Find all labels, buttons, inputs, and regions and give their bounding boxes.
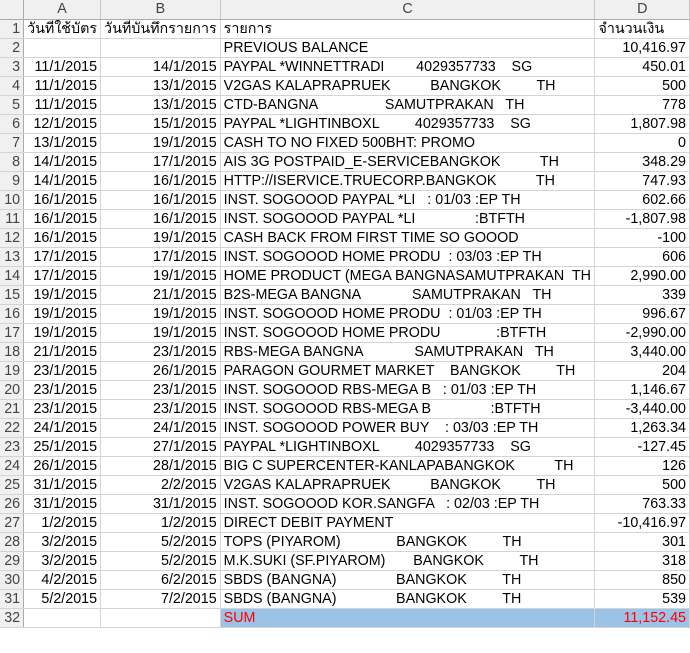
row-header[interactable]: 19 [0,361,24,380]
cell-card-date[interactable]: 25/1/2015 [24,437,101,456]
row-header[interactable]: 27 [0,513,24,532]
row-header[interactable]: 9 [0,171,24,190]
cell-post-date[interactable]: 5/2/2015 [101,551,221,570]
row-header[interactable]: 20 [0,380,24,399]
sum-row [0,608,690,627]
row-header[interactable]: 24 [0,456,24,475]
cell-card-date[interactable] [24,608,101,627]
cell-description[interactable]: DIRECT DEBIT PAYMENT [220,513,595,532]
table-row [0,95,690,114]
cell-amount[interactable]: 778 [595,95,690,114]
cell-amount[interactable]: -10,416.97 [595,513,690,532]
cell-post-date[interactable]: 26/1/2015 [101,361,221,380]
cell-card-date[interactable]: 1/2/2015 [24,513,101,532]
cell-description[interactable]: V2GAS KALAPRAPRUEK BANGKOK TH [220,76,595,95]
cell-amount[interactable]: 3,440.00 [595,342,690,361]
cell-card-date[interactable]: 16/1/2015 [24,228,101,247]
row-header[interactable]: 31 [0,589,24,608]
cell-amount[interactable]: 606 [595,247,690,266]
cell-description[interactable]: PARAGON GOURMET MARKET BANGKOK TH [220,361,595,380]
cell-description[interactable]: TOPS (PIYAROM) BANGKOK TH [220,532,595,551]
table-row [0,171,690,190]
cell-post-date[interactable]: 31/1/2015 [101,494,221,513]
cell-post-date[interactable]: 16/1/2015 [101,171,221,190]
row-header[interactable]: 21 [0,399,24,418]
row-header[interactable]: 18 [0,342,24,361]
cell-post-date[interactable]: 14/1/2015 [101,57,221,76]
cell-amount[interactable]: -1,807.98 [595,209,690,228]
cell-amount[interactable]: 1,146.67 [595,380,690,399]
column-header-c[interactable]: C [220,0,595,19]
cell-description[interactable]: INST. SOGOOOD POWER BUY : 03/03 :EP TH [220,418,595,437]
cell-card-date[interactable]: 12/1/2015 [24,114,101,133]
cell-description[interactable]: INST. SOGOOOD HOME PRODU : 03/03 :EP TH [220,247,595,266]
cell-card-date[interactable]: 3/2/2015 [24,551,101,570]
row-header[interactable]: 13 [0,247,24,266]
cell-amount[interactable]: 996.67 [595,304,690,323]
cell-card-date[interactable]: 19/1/2015 [24,304,101,323]
cell-card-date[interactable]: 19/1/2015 [24,323,101,342]
cell-card-date[interactable]: 19/1/2015 [24,285,101,304]
cell-amount[interactable]: -2,990.00 [595,323,690,342]
cell-post-date[interactable]: 16/1/2015 [101,209,221,228]
cell-b1-post-date-header[interactable]: วันที่บันทึกรายการ [101,19,221,38]
cell-description[interactable]: HOME PRODUCT (MEGA BANGNASAMUTPRAKAN TH [220,266,595,285]
cell-amount[interactable]: 348.29 [595,152,690,171]
row-header[interactable]: 23 [0,437,24,456]
row-header[interactable]: 29 [0,551,24,570]
table-row [0,209,690,228]
cell-amount[interactable]: -127.45 [595,437,690,456]
row-header[interactable]: 14 [0,266,24,285]
row-header[interactable]: 32 [0,608,24,627]
cell-amount[interactable]: 301 [595,532,690,551]
cell-description[interactable]: SBDS (BANGNA) BANGKOK TH [220,589,595,608]
table-row [0,494,690,513]
row-header[interactable]: 4 [0,76,24,95]
cell-description[interactable]: HTTP://ISERVICE.TRUECORP.BANGKOK TH [220,171,595,190]
cell-post-date[interactable]: 19/1/2015 [101,304,221,323]
cell-card-date[interactable]: 16/1/2015 [24,190,101,209]
row-header[interactable]: 8 [0,152,24,171]
row-header[interactable]: 25 [0,475,24,494]
table-row [0,437,690,456]
table-row [0,570,690,589]
cell-card-date[interactable]: 14/1/2015 [24,152,101,171]
cell-description[interactable]: BIG C SUPERCENTER-KANLAPABANGKOK TH [220,456,595,475]
table-row [0,399,690,418]
table-row [0,342,690,361]
cell-post-date[interactable]: 19/1/2015 [101,228,221,247]
cell-post-date[interactable]: 7/2/2015 [101,589,221,608]
cell-card-date[interactable]: 14/1/2015 [24,171,101,190]
cell-amount[interactable]: 10,416.97 [595,38,690,57]
cell-description[interactable]: V2GAS KALAPRAPRUEK BANGKOK TH [220,475,595,494]
row-header[interactable]: 22 [0,418,24,437]
cell-description[interactable]: PREVIOUS BALANCE [220,38,595,57]
cell-description[interactable]: RBS-MEGA BANGNA SAMUTPRAKAN TH [220,342,595,361]
cell-post-date[interactable]: 13/1/2015 [101,95,221,114]
cell-post-date[interactable]: 23/1/2015 [101,380,221,399]
cell-card-date[interactable]: 23/1/2015 [24,399,101,418]
cell-amount[interactable]: 500 [595,76,690,95]
cell-description[interactable]: PAYPAL *LIGHTINBOXL 4029357733 SG [220,437,595,456]
cell-amount[interactable]: 126 [595,456,690,475]
cell-amount[interactable]: 500 [595,475,690,494]
row-header[interactable]: 3 [0,57,24,76]
row-header[interactable]: 15 [0,285,24,304]
cell-amount[interactable]: 1,807.98 [595,114,690,133]
table-row [0,76,690,95]
cell-description[interactable]: PAYPAL *WINNETTRADI 4029357733 SG [220,57,595,76]
cell-post-date[interactable] [101,608,221,627]
cell-description[interactable]: PAYPAL *LIGHTINBOXL 4029357733 SG [220,114,595,133]
cell-description[interactable]: M.K.SUKI (SF.PIYAROM) BANGKOK TH [220,551,595,570]
cell-description[interactable]: INST. SOGOOOD RBS-MEGA B :BTFTH [220,399,595,418]
cell-card-date[interactable]: 5/2/2015 [24,589,101,608]
cell-description[interactable]: INST. SOGOOOD HOME PRODU :BTFTH [220,323,595,342]
cell-card-date[interactable]: 23/1/2015 [24,361,101,380]
table-row [0,57,690,76]
table-row [0,304,690,323]
cell-amount[interactable]: 1,263.34 [595,418,690,437]
cell-post-date[interactable]: 28/1/2015 [101,456,221,475]
cell-card-date[interactable]: 17/1/2015 [24,266,101,285]
cell-post-date[interactable]: 21/1/2015 [101,285,221,304]
row-header[interactable]: 30 [0,570,24,589]
table-row [0,133,690,152]
table-row [0,513,690,532]
cell-post-date[interactable]: 6/2/2015 [101,570,221,589]
row-header[interactable]: 6 [0,114,24,133]
cell-post-date[interactable]: 19/1/2015 [101,266,221,285]
cell-description[interactable]: B2S-MEGA BANGNA SAMUTPRAKAN TH [220,285,595,304]
cell-description[interactable]: INST. SOGOOOD PAYPAL *LI :BTFTH [220,209,595,228]
cell-description[interactable]: INST. SOGOOOD PAYPAL *LI : 01/03 :EP TH [220,190,595,209]
column-header-b[interactable]: B [101,0,221,19]
cell-card-date[interactable]: 11/1/2015 [24,57,101,76]
cell-amount[interactable]: 450.01 [595,57,690,76]
cell-post-date[interactable] [101,38,221,57]
table-row [0,228,690,247]
cell-post-date[interactable]: 2/2/2015 [101,475,221,494]
cell-post-date[interactable]: 1/2/2015 [101,513,221,532]
cell-post-date[interactable]: 27/1/2015 [101,437,221,456]
table-row [0,19,690,38]
cell-card-date[interactable]: 11/1/2015 [24,76,101,95]
cell-card-date[interactable]: 31/1/2015 [24,494,101,513]
cell-post-date[interactable]: 23/1/2015 [101,399,221,418]
cell-post-date[interactable]: 17/1/2015 [101,152,221,171]
cell-post-date[interactable]: 17/1/2015 [101,247,221,266]
cell-post-date[interactable]: 24/1/2015 [101,418,221,437]
cell-post-date[interactable]: 5/2/2015 [101,532,221,551]
cell-description[interactable]: INST. SOGOOOD KOR.SANGFA : 02/03 :EP TH [220,494,595,513]
table-row [0,532,690,551]
row-header[interactable]: 26 [0,494,24,513]
cell-amount[interactable]: 747.93 [595,171,690,190]
cell-post-date[interactable]: 19/1/2015 [101,133,221,152]
cell-card-date[interactable]: 17/1/2015 [24,247,101,266]
cell-card-date[interactable]: 13/1/2015 [24,133,101,152]
cell-amount[interactable]: 763.33 [595,494,690,513]
row-header[interactable]: 10 [0,190,24,209]
row-header[interactable]: 16 [0,304,24,323]
table-row [0,551,690,570]
table-row [0,247,690,266]
row-header[interactable]: 7 [0,133,24,152]
table-row [0,114,690,133]
cell-description[interactable]: CTD-BANGNA SAMUTPRAKAN TH [220,95,595,114]
row-header[interactable]: 12 [0,228,24,247]
cell-card-date[interactable]: 16/1/2015 [24,209,101,228]
cell-amount[interactable]: 11,152.45 [595,608,690,627]
column-header-row [0,0,690,19]
table-row [0,285,690,304]
cell-card-date[interactable]: 31/1/2015 [24,475,101,494]
cell-description[interactable]: SUM [220,608,595,627]
cell-post-date[interactable]: 23/1/2015 [101,342,221,361]
cell-post-date[interactable]: 13/1/2015 [101,76,221,95]
cell-amount[interactable]: 2,990.00 [595,266,690,285]
cell-amount[interactable]: -100 [595,228,690,247]
cell-amount[interactable]: 318 [595,551,690,570]
cell-amount[interactable]: 850 [595,570,690,589]
row-header[interactable]: 5 [0,95,24,114]
table-row [0,38,690,57]
cell-post-date[interactable]: 15/1/2015 [101,114,221,133]
cell-description[interactable]: CASH TO NO FIXED 500BHT: PROMO [220,133,595,152]
row-header[interactable]: 28 [0,532,24,551]
cell-card-date[interactable]: 24/1/2015 [24,418,101,437]
cell-card-date[interactable]: 3/2/2015 [24,532,101,551]
table-row [0,589,690,608]
cell-a1-card-date-header[interactable]: วันที่ใช้บัตร [24,19,101,38]
cell-amount[interactable]: -3,440.00 [595,399,690,418]
cell-amount[interactable]: 204 [595,361,690,380]
cell-description[interactable]: SBDS (BANGNA) BANGKOK TH [220,570,595,589]
cell-amount[interactable]: 539 [595,589,690,608]
cell-post-date[interactable]: 16/1/2015 [101,190,221,209]
cell-card-date[interactable]: 11/1/2015 [24,95,101,114]
cell-card-date[interactable]: 21/1/2015 [24,342,101,361]
table-row [0,266,690,285]
cell-amount[interactable]: 0 [595,133,690,152]
cell-description[interactable]: INST. SOGOOOD RBS-MEGA B : 01/03 :EP TH [220,380,595,399]
column-header-a[interactable]: A [24,0,101,19]
cell-card-date[interactable] [24,38,101,57]
cell-post-date[interactable]: 19/1/2015 [101,323,221,342]
cell-description[interactable]: AIS 3G POSTPAID_E-SERVICEBANGKOK TH [220,152,595,171]
cell-description[interactable]: CASH BACK FROM FIRST TIME SO GOOOD [220,228,595,247]
table-row [0,361,690,380]
select-all-corner[interactable] [0,0,24,19]
row-header[interactable]: 1 [0,19,24,38]
table-row [0,418,690,437]
column-header-d[interactable]: D [595,0,690,19]
cell-d1-amount-header[interactable]: จำนวนเงิน [595,19,690,38]
table-row [0,190,690,209]
table-row [0,456,690,475]
table-row [0,380,690,399]
cell-c1-description-header[interactable]: รายการ [220,19,595,38]
cell-description[interactable]: INST. SOGOOOD HOME PRODU : 01/03 :EP TH [220,304,595,323]
row-header[interactable]: 17 [0,323,24,342]
cell-card-date[interactable]: 26/1/2015 [24,456,101,475]
cell-card-date[interactable]: 23/1/2015 [24,380,101,399]
cell-card-date[interactable]: 4/2/2015 [24,570,101,589]
table-row [0,475,690,494]
cell-amount[interactable]: 602.66 [595,190,690,209]
row-header[interactable]: 2 [0,38,24,57]
table-row [0,323,690,342]
row-header[interactable]: 11 [0,209,24,228]
table-row [0,152,690,171]
cell-amount[interactable]: 339 [595,285,690,304]
